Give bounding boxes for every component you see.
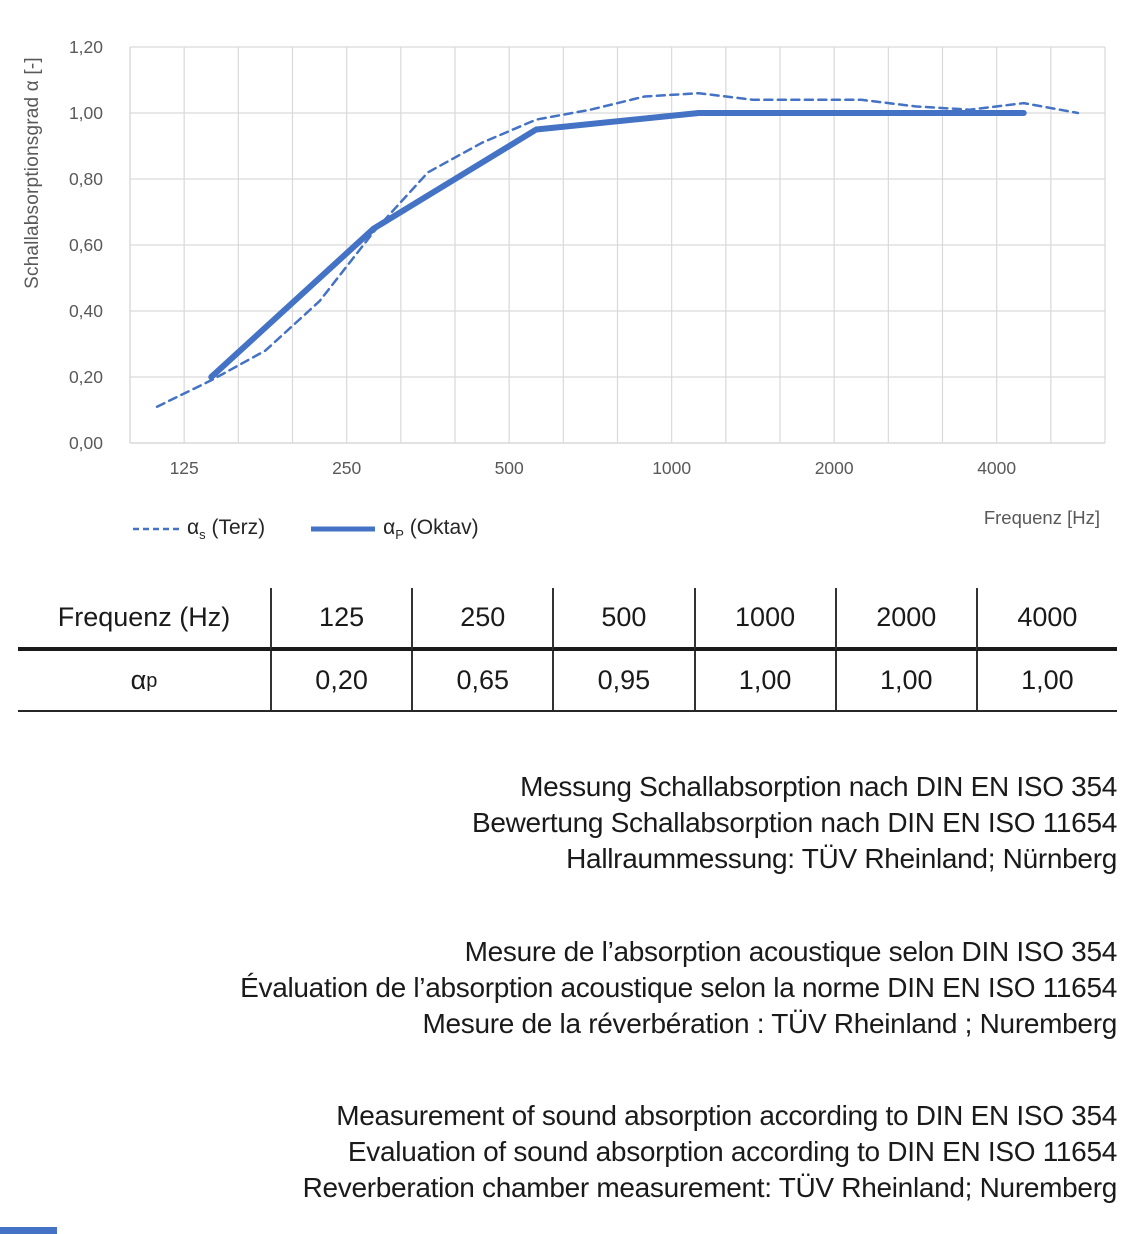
alpha-p-table <box>18 588 1117 712</box>
legend-item-oktav <box>311 516 478 542</box>
notes-german <box>17 769 1117 877</box>
table-header-2000: 2000 <box>835 588 976 651</box>
y-tick-label: 0,80 <box>68 169 103 189</box>
legend-item-terz <box>133 516 265 542</box>
note-line: Bewertung Schallabsorption nach DIN EN ISO 11654 <box>471 807 1117 838</box>
y-tick-label: 1,00 <box>68 103 103 123</box>
table-header-1000: 1000 <box>694 588 835 651</box>
y-tick-label: 1,20 <box>68 37 103 57</box>
x-tick-label: 500 <box>494 458 524 478</box>
legend-label-terz: $\alpha_s$ (Terz) <box>187 516 266 543</box>
table-row-label-alpha-p: α p <box>130 665 158 695</box>
y-tick-label: 0,20 <box>68 367 103 387</box>
solid-line-swatch <box>311 525 375 533</box>
table-header-250: 250 <box>411 588 552 651</box>
x-tick-label: 1000 <box>652 458 692 478</box>
table-value-4000: 1,00 <box>976 651 1117 710</box>
table-header-frequency: Frequenz (Hz) <box>18 588 270 651</box>
table-value-1000: 1,00 <box>694 651 835 710</box>
note-line: Hallraummessung: TÜV Rheinland; Nürnberg <box>566 843 1117 874</box>
table-value-250: 0,65 <box>411 651 552 710</box>
y-tick-label: 0,00 <box>68 433 103 453</box>
table-value-500: 0,95 <box>552 651 693 710</box>
table-header-500: 500 <box>552 588 693 651</box>
x-tick-label: 250 <box>332 458 362 478</box>
x-tick-label: 2000 <box>814 458 854 478</box>
note-line: Reverberation chamber measurement: TÜV Rheinland; Nuremberg <box>302 1172 1117 1203</box>
note-line: Mesure de la réverbération : TÜV Rheinland ; Nuremberg <box>422 1008 1117 1039</box>
note-line: Mesure de l’absorption acoustique selon DIN ISO 354 <box>464 936 1117 967</box>
chart-plot-area <box>0 0 1135 560</box>
note-line: Évaluation de l’absorption acoustique selon la norme DIN EN ISO 11654 <box>240 972 1117 1003</box>
note-line: Measurement of sound absorption according to DIN EN ISO 354 <box>336 1100 1117 1131</box>
brand-bar <box>0 1227 57 1234</box>
table-header-125: 125 <box>270 588 411 651</box>
table-value-125: 0,20 <box>270 651 411 710</box>
table-header-4000: 4000 <box>976 588 1117 651</box>
note-line: Evaluation of sound absorption according to DIN EN ISO 11654 <box>347 1136 1117 1167</box>
notes-french <box>17 934 1117 1042</box>
legend-label-oktav: $\alpha_P$ (Oktav) <box>383 516 479 543</box>
chart-legend <box>133 516 479 542</box>
y-axis-title: Schallabsorptionsgrad α [-] <box>22 57 43 289</box>
x-tick-label: 4000 <box>977 458 1017 478</box>
x-tick-label: 125 <box>169 458 199 478</box>
absorption-chart <box>0 0 1135 560</box>
y-tick-label: 0,40 <box>68 301 103 321</box>
x-axis-title: Frequenz [Hz] <box>983 507 1100 528</box>
note-line: Messung Schallabsorption nach DIN EN ISO 354 <box>520 771 1117 802</box>
notes-english <box>17 1098 1117 1206</box>
y-tick-label: 0,60 <box>68 235 103 255</box>
table-value-2000: 1,00 <box>835 651 976 710</box>
dashed-line-swatch <box>133 525 179 533</box>
